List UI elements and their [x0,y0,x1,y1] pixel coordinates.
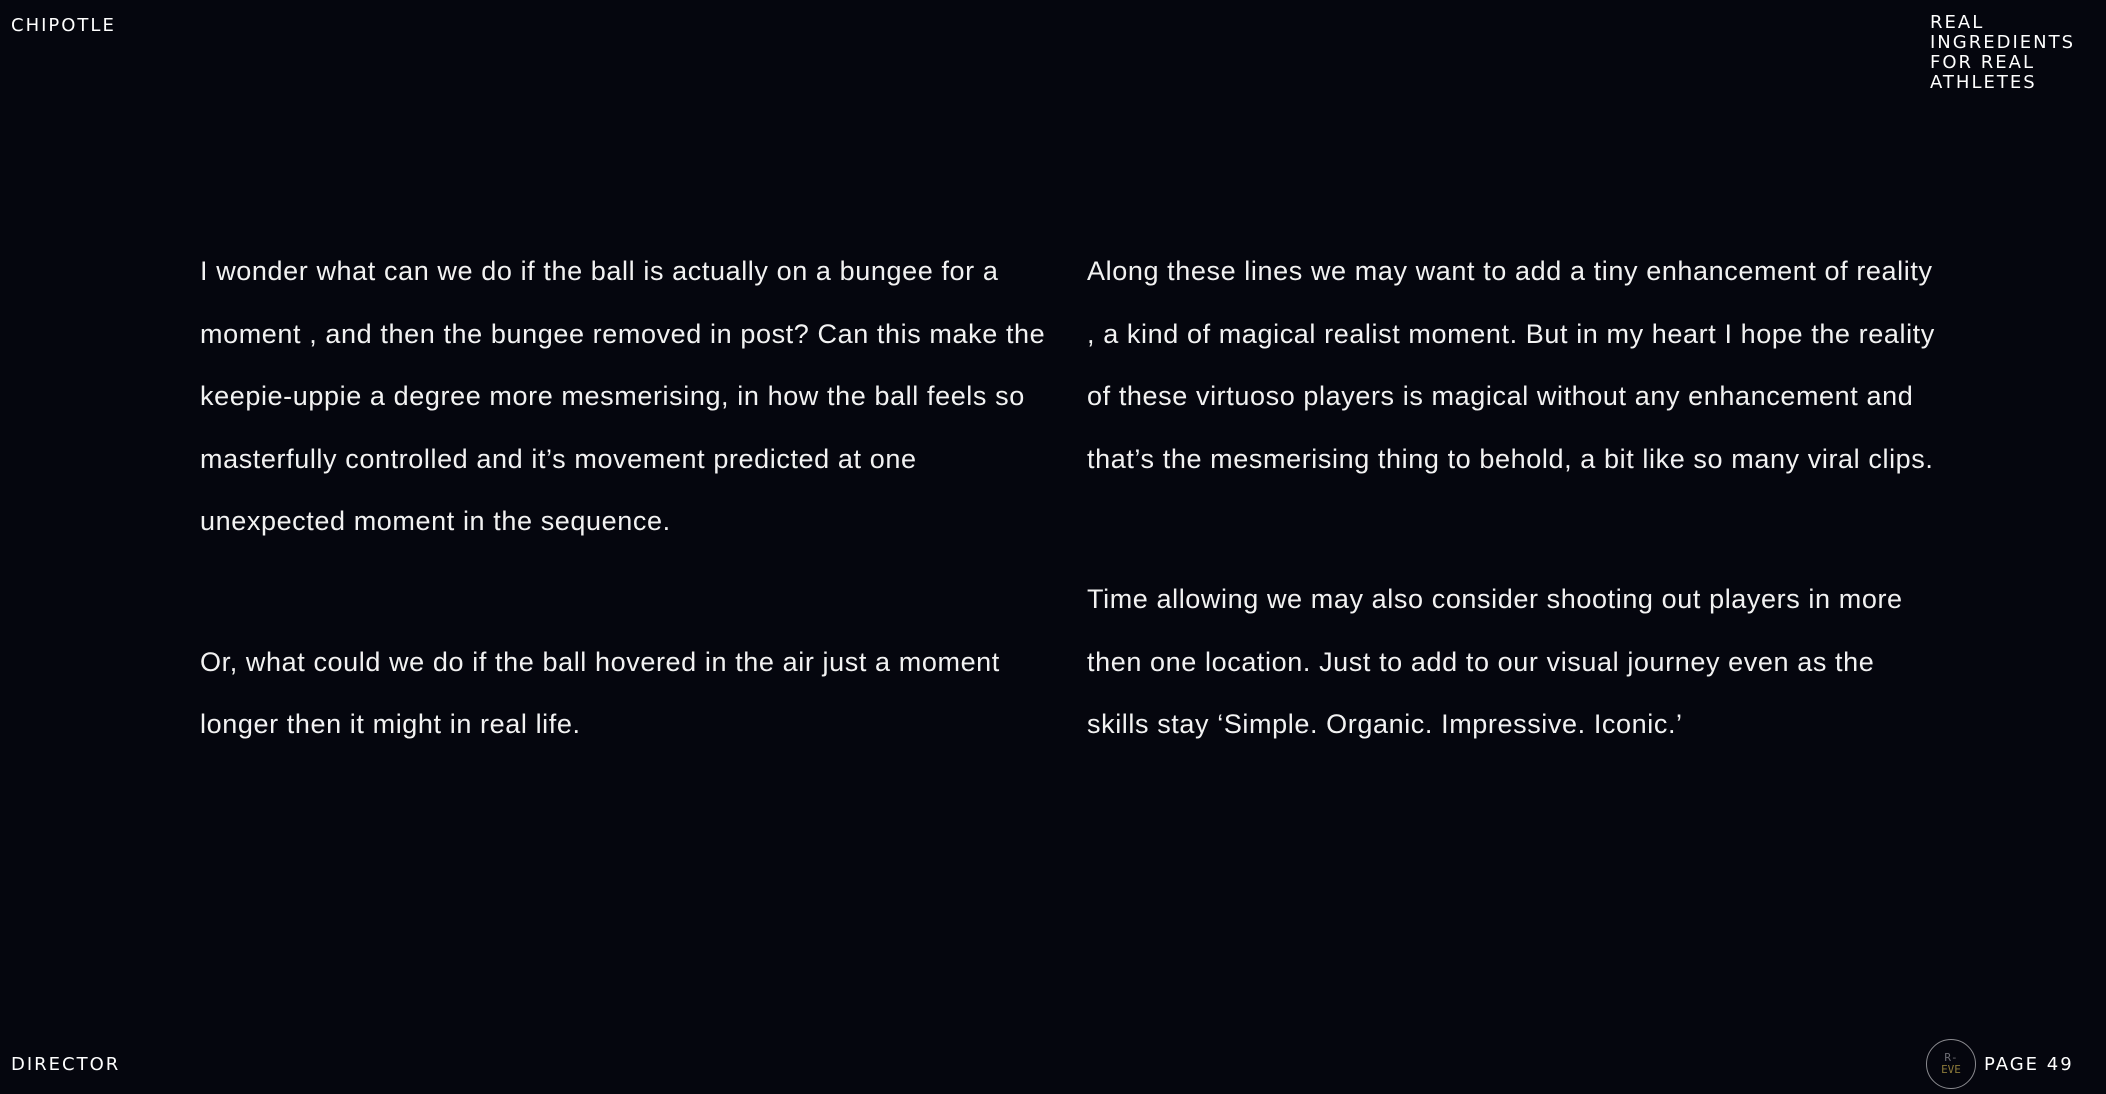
tagline-line: FOR REAL [1930,52,2035,73]
paragraph: Or, what could we do if the ball hovered in the air just a moment longer then it might in real life. [200,646,1000,739]
logo-top-text: R- [1944,1051,1958,1064]
page-indicator [1926,1039,2074,1089]
tagline-line: ATHLETES [1930,72,2037,93]
role-label: DIRECTOR [11,1054,121,1075]
left-column [200,240,1050,834]
brand-label: CHIPOTLE [11,15,116,36]
studio-logo-icon [1926,1039,1976,1089]
paragraph: Along these lines we may want to add a tiny enhancement of reality , a kind of magical realist moment. But in my heart I hope the reality of these virtuoso players is magical without any enhancement and that’s the mesmerising thing to behold, a bit like so many viral clips. [1087,256,1935,474]
paragraph: Time allowing we may also consider shooting out players in more then one location. Just to add to our visual journey even as the skills stay ‘Simple. Organic. Impressive. Iconic.’ [1087,584,1903,739]
tagline [1930,13,2075,93]
right-column [1087,240,1937,834]
tagline-line: REAL [1930,12,1985,33]
paragraph: I wonder what can we do if the ball is actually on a bungee for a moment , and then the bungee removed in post? Can this make the keepie-uppie a degree more mesmerising, in how the ball feels so masterfully controlled and it’s movement predicted at one unexpected moment in the sequence. [200,256,1046,536]
logo-bottom-text: EVE [1941,1063,1961,1076]
tagline-line: INGREDIENTS [1930,32,2076,53]
page-number: PAGE 49 [1984,1053,2074,1075]
